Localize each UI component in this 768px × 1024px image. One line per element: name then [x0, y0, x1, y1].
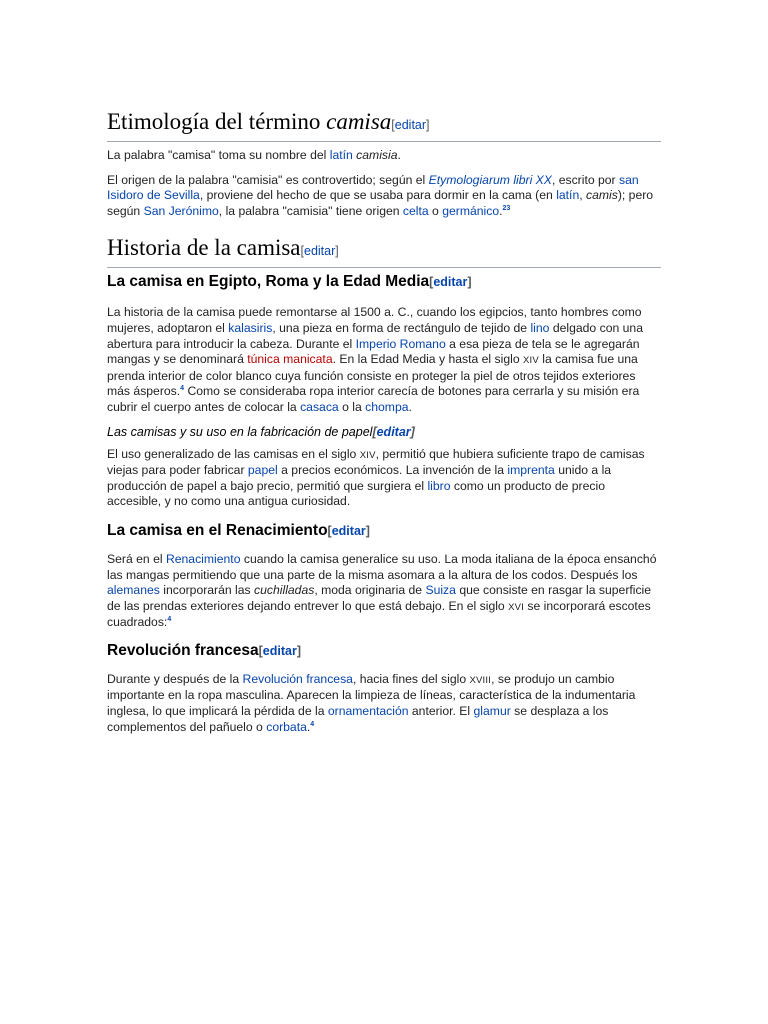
- heading-text: Etimología del término: [107, 109, 327, 134]
- edit-section-link[interactable]: [editar]: [300, 244, 339, 259]
- text: que consiste en rasgar la superficie de las prendas exteriores dejando entrever lo que está debajo. En el siglo: [107, 583, 652, 613]
- reference-marker[interactable]: 4: [167, 616, 172, 624]
- text: Durante y después de la: [107, 671, 243, 686]
- link-etymologiarum[interactable]: Etymologiarum libri XX: [428, 172, 552, 187]
- text: .: [408, 399, 412, 414]
- article-content: [107, 107, 661, 735]
- text: .: [397, 148, 401, 162]
- text: ); pero según: [107, 188, 654, 218]
- subsection-heading-papel: [107, 423, 661, 441]
- text: incorporarán las: [159, 583, 255, 598]
- century-numeral: XVI: [508, 601, 525, 613]
- link-celta[interactable]: celta: [402, 203, 429, 218]
- text: o: [428, 203, 443, 218]
- century-numeral: XIV: [359, 449, 376, 461]
- text: El uso generalizado de las camisas en el siglo: [107, 446, 360, 461]
- reference-marker[interactable]: 4: [180, 385, 185, 393]
- edit-link[interactable]: editar: [376, 424, 411, 439]
- paragraph-egipto: [107, 305, 661, 415]
- link-latin[interactable]: latín: [329, 148, 353, 162]
- edit-link[interactable]: editar: [304, 244, 336, 259]
- text: , una pieza en forma de rectángulo de tejido de: [272, 320, 531, 335]
- paragraph-etimologia-1: [107, 148, 661, 164]
- text: Como se consideraba ropa interior carecía de botones para cerrarla y su misión era cubrir el cuerpo antes de colocar la: [107, 384, 640, 414]
- edit-section-link[interactable]: [editar]: [372, 424, 415, 439]
- heading-italic-text: camisa: [326, 109, 392, 134]
- heading-text: La camisa en el Renacimiento: [107, 521, 328, 539]
- paragraph-renacimiento: [107, 552, 661, 631]
- text: , proviene del hecho de que se usaba para dormir en la cama (en: [199, 188, 557, 203]
- link-latin[interactable]: latín: [556, 188, 580, 203]
- paragraph-revolucion: [107, 672, 661, 735]
- link-germanico[interactable]: germánico: [442, 203, 500, 218]
- link-lino[interactable]: lino: [530, 320, 550, 335]
- text: Será en el: [107, 551, 166, 566]
- text: anterior. El: [408, 704, 474, 719]
- section-heading-etimologia: [107, 107, 661, 142]
- edit-section-link[interactable]: [editar]: [258, 643, 301, 658]
- subsection-heading-renacimiento: [107, 520, 661, 542]
- text: delgado con una abertura para introducir la cabeza. Durante el: [107, 320, 643, 351]
- link-suiza[interactable]: Suiza: [425, 583, 456, 598]
- text: a precios económicos. La invención de la: [277, 463, 508, 478]
- text: .: [499, 203, 503, 218]
- text: . En la Edad Media y hasta el siglo: [332, 352, 523, 367]
- heading-text: La camisa en Egipto, Roma y la Edad Media: [107, 273, 430, 291]
- link-kalasiris[interactable]: kalasiris: [228, 320, 273, 335]
- link-renacimiento[interactable]: Renacimiento: [165, 551, 241, 566]
- link-corbata[interactable]: corbata: [266, 719, 307, 734]
- heading-text: Las camisas y su uso en la fabricación de papel: [107, 424, 373, 439]
- text: La palabra "camisa" toma su nombre del: [107, 148, 330, 162]
- century-numeral: XVIII: [469, 674, 492, 686]
- text: se incorporará escotes cuadrados:: [107, 598, 651, 630]
- text: , permitió que hubiera suficiente trapo de camisas viejas para poder fabricar: [107, 446, 645, 478]
- link-libro[interactable]: libro: [427, 478, 451, 493]
- edit-link[interactable]: editar: [331, 523, 366, 538]
- text-italic: cuchilladas: [254, 583, 315, 598]
- edit-link[interactable]: editar: [433, 275, 468, 290]
- subsection-heading-egipto: [107, 271, 661, 293]
- text: la camisa fue una prenda interior de color blanco cuya función consiste en proteger la piel de otros tejidos exteriores más ásperos.: [107, 352, 638, 399]
- reference-marker[interactable]: 23: [502, 204, 511, 212]
- text-italic: camis: [586, 188, 618, 203]
- edit-section-link[interactable]: [editar]: [391, 118, 430, 132]
- paragraph-papel: [107, 447, 661, 510]
- text: , moda originaria de: [314, 583, 426, 598]
- text: El origen de la palabra "camisia" es controvertido; según el: [107, 172, 429, 187]
- link-ornamentacion[interactable]: ornamentación: [327, 704, 409, 719]
- paragraph-etimologia-2: [107, 173, 661, 220]
- link-revolucion-francesa[interactable]: Revolución francesa: [242, 671, 353, 686]
- link-alemanes[interactable]: alemanes: [107, 583, 160, 598]
- link-papel[interactable]: papel: [247, 463, 278, 478]
- link-glamur[interactable]: glamur: [473, 704, 511, 719]
- text: a esa pieza de tela se le agregarán mangas y se denominará: [107, 336, 640, 367]
- reference-marker[interactable]: 4: [310, 720, 315, 728]
- text: .: [306, 719, 311, 734]
- text-italic: camisia: [356, 148, 398, 162]
- link-san-jeronimo[interactable]: San Jerónimo: [143, 203, 219, 218]
- heading-text: Revolución francesa: [107, 641, 259, 659]
- link-chompa[interactable]: chompa: [365, 399, 409, 414]
- century-numeral: XIV: [522, 355, 539, 367]
- link-san-isidoro[interactable]: san Isidoro de Sevilla: [107, 172, 639, 203]
- link-imperio-romano[interactable]: Imperio Romano: [355, 336, 446, 351]
- text: cuando la camisa generalice su uso. La moda italiana de la época ensanchó las mangas permitiendo que una parte de la misma asomara a la altura de los codos. Después los: [107, 551, 657, 582]
- link-casaca[interactable]: casaca: [300, 399, 339, 414]
- edit-link[interactable]: editar: [262, 643, 297, 658]
- text: como un producto de precio accesible, y no como una antigua curiosidad.: [107, 478, 605, 509]
- text: o la: [338, 399, 366, 414]
- link-imprenta[interactable]: imprenta: [507, 463, 555, 478]
- section-heading-historia: [107, 233, 661, 268]
- edit-section-link[interactable]: [editar]: [429, 275, 472, 290]
- text: , se produjo un cambio importante en la ropa masculina. Aparecen la limpieza de líneas, característica de la indumentaria inglesa, lo que implicará la pérdida de la: [107, 671, 636, 719]
- text: , la palabra "camisia" tiene origen: [218, 203, 403, 218]
- text: ,: [579, 188, 587, 203]
- edit-section-link[interactable]: [editar]: [327, 523, 370, 538]
- link-tunica-manicata[interactable]: túnica manicata: [247, 352, 333, 367]
- text: unido a la producción de papel a bajo precio, permitió que surgiera el: [107, 463, 612, 493]
- text: , hacia fines del siglo: [352, 671, 470, 686]
- heading-text: Historia de la camisa: [107, 235, 301, 261]
- subsection-heading-revolucion: [107, 640, 661, 662]
- text: , escrito por: [551, 172, 619, 187]
- text: La historia de la camisa puede remontarse al 1500 a. C., cuando los egipcios, tanto hombres como mujeres, adoptaron el: [107, 305, 642, 335]
- text: se desplaza a los complementos del pañuelo o: [107, 704, 609, 734]
- edit-link[interactable]: editar: [394, 118, 427, 132]
